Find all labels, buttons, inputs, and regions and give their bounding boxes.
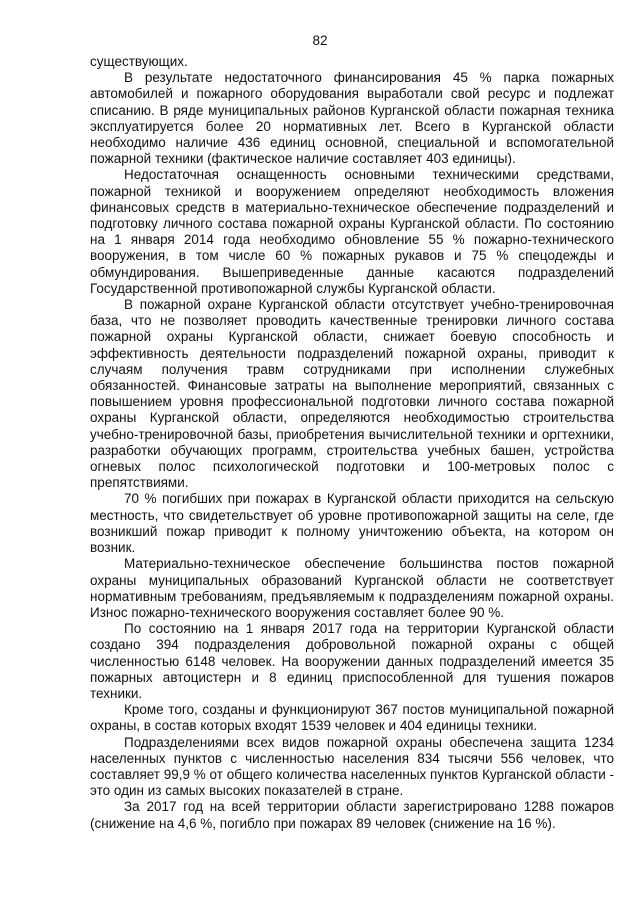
paragraph: В пожарной охране Курганской области отсутствует учебно-тренировочная база, что не позволяет проводить качественные тренировки личного состава пожарной охраны Курганской области, снижает боевую способность и эффективность деятельности подразделений пожарной охраны, приводит к случаям получения травм сотрудниками при исполнении служебных обязанностей. Финансовые затраты на выполнение мероприятий, связанных с повышением уровня профессиональной подготовки личного состава пожарной охраны Курганской области, определяются необходимостью строительства учебно-тренировочной базы, приобретения вычислительной техники и оргтехники, разработки обучающих программ, строительства учебных башен, устройства огневых полос психологической подготовки и 100-метровых полос с препятствиями.	[90, 297, 614, 491]
paragraph: Подразделениями всех видов пожарной охраны обеспечена защита 1234 населенных пунктов с численностью населения 834 тысячи 556 человек, что составляет 99,9 % от общего количества населенных пунктов Курганской области - это один из самых высоких показателей в стране.	[90, 734, 614, 799]
paragraph: Материально-техническое обеспечение большинства постов пожарной охраны муниципальных образований Курганской области не соответствует нормативным требованиям, предъявляемым к подразделениям пожарной охраны. Износ пожарно-технического вооружения составляет более 90 %.	[90, 556, 614, 620]
paragraph: По состоянию на 1 января 2017 года на территории Курганской области создано 394 подразделения добровольной пожарной охраны с общей численностью 6148 человек. На вооружении данных подразделений имеется 35 пожарных автоцистерн и 8 единиц приспособленной для тушения пожаров техники.	[90, 621, 614, 701]
paragraph: Недостаточная оснащенность основными техническими средствами, пожарной техникой и вооружением определяют необходимость вложения финансовых средств в материально-техническое обеспечение подразделений и подготовку личного состава пожарной охраны Курганской области. По состоянию на 1 января 2014 года необходимо обновление 55 % пожарно-технического вооружения, в том числе 60 % пожарных рукавов и 75 % спецодежды и обмундирования. Вышеприведенные данные касаются подразделений Государственной противопожарной службы Курганской области.	[90, 167, 614, 296]
paragraph: существующих.	[90, 54, 188, 69]
paragraph: 70 % погибших при пожарах в Курганской области приходится на сельскую местность, что свидетельствует об уровне противопожарной защиты на селе, где возникший пожар приводит к полному уничтожению объекта, на котором он возник.	[90, 491, 614, 556]
paragraph: За 2017 год на всей территории области зарегистрировано 1288 пожаров (снижение на 4,6 %, погибло при пожарах 89 человек (снижение на 16 %).	[90, 799, 614, 831]
page-number: 82	[312, 33, 328, 48]
paragraph: Кроме того, созданы и функционируют 367 постов муниципальной пожарной охраны, в состав которых входят 1539 человек и 404 единицы техники.	[90, 702, 614, 734]
body-text	[90, 54, 614, 832]
paragraph: В результате недостаточного финансирования 45 % парка пожарных автомобилей и пожарного оборудования выработали свой ресурс и подлежат списанию. В ряде муниципальных районов Курганской области пожарная техника эксплуатируется более 20 нормативных лет. Всего в Курганской области необходимо наличие 436 единиц основной, специальной и вспомогательной пожарной техники (фактическое наличие составляет 403 единицы).	[90, 70, 614, 167]
